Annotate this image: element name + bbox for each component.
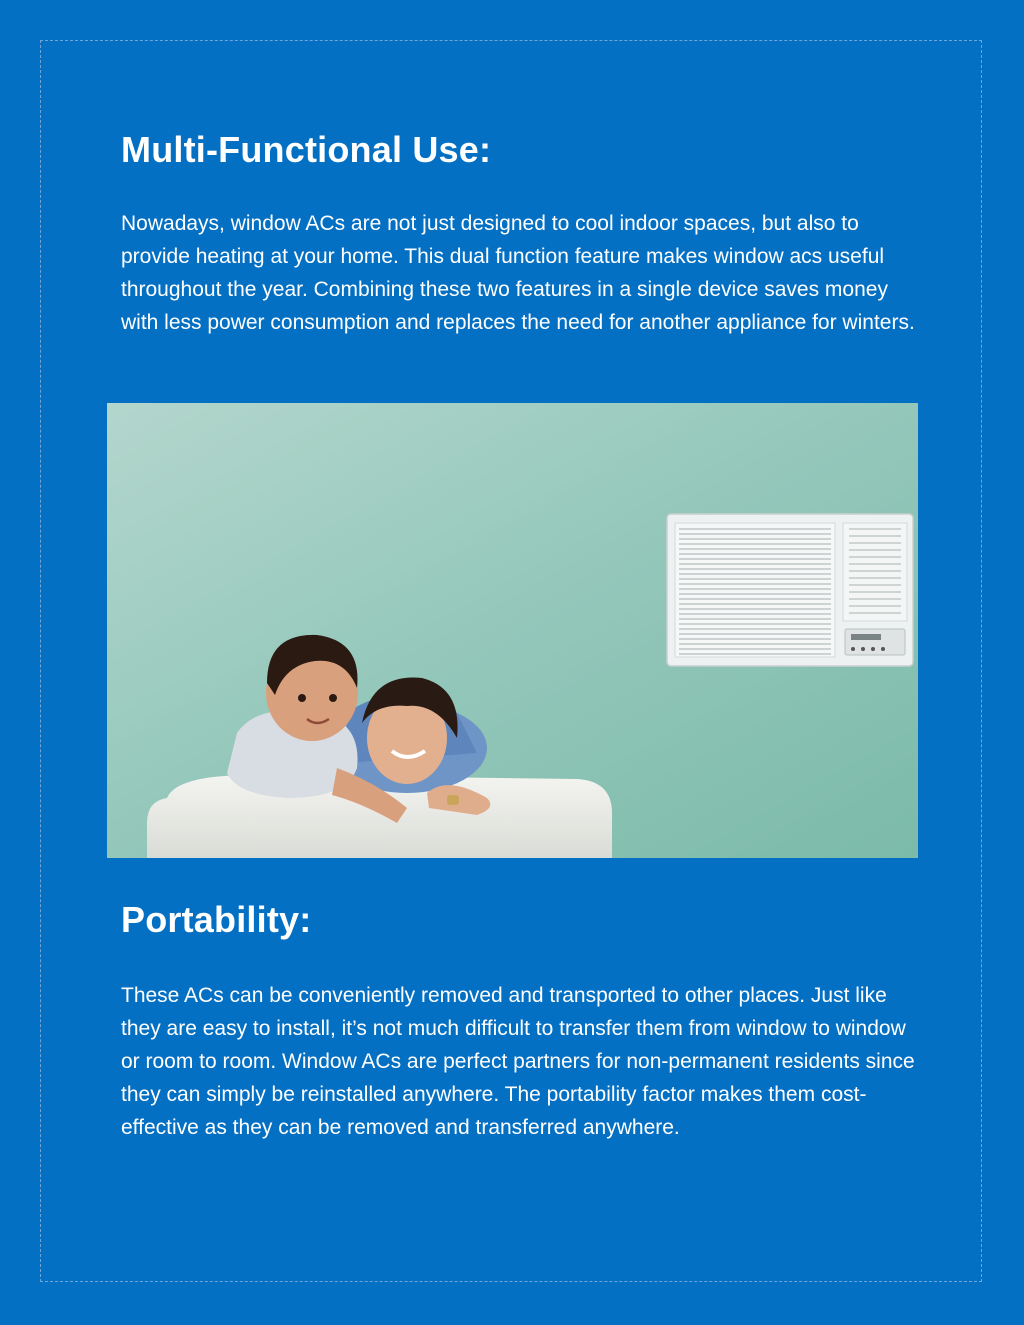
section-heading-multifunctional: Multi-Functional Use:	[121, 129, 492, 170]
window-ac-family-photo	[107, 403, 918, 858]
section-heading-portability: Portability:	[121, 899, 312, 940]
section-body-portability: These ACs can be conveniently removed and transported to other places. Just like they are easy to install, it’s not much difficult to transfer them from window to window or room to room. Window ACs are perfect partners for non-permanent residents since they can simply be reinstalled anywhere. The portability factor makes them cost-effective as they can be removed and transferred anywhere.	[121, 984, 915, 1139]
section-body-multifunctional: Nowadays, window ACs are not just designed to cool indoor spaces, but also to provide heating at your home. This dual function feature makes window acs useful throughout the year. Combining these two features in a single device saves money with less power consumption and replaces the need for another appliance for winters.	[121, 212, 915, 334]
window-ac-unit-icon	[667, 514, 913, 666]
